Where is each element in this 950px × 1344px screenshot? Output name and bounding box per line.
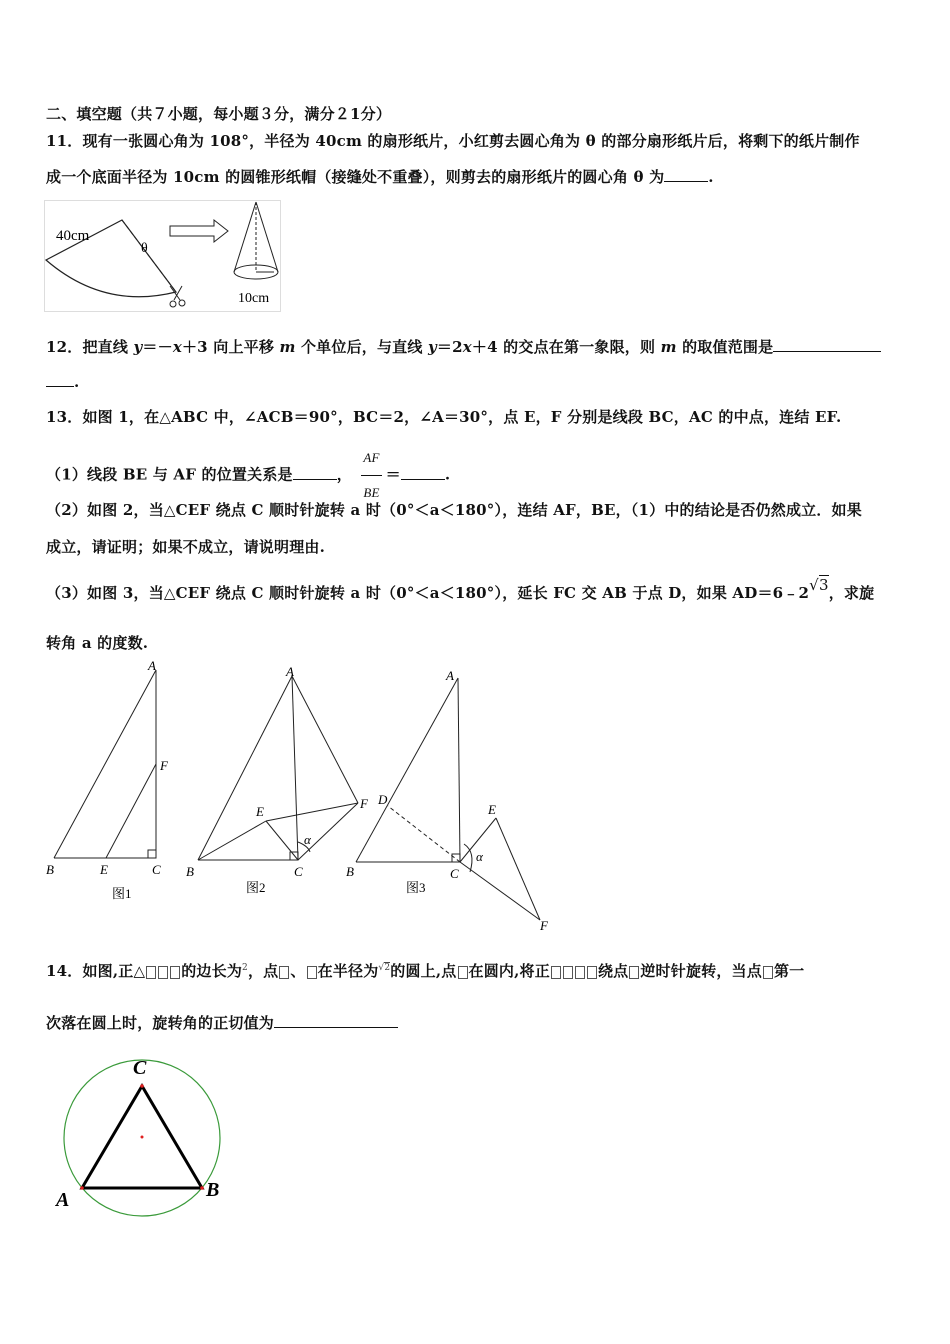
missing-glyph-icon — [307, 966, 317, 979]
q13-figure-1 — [40, 658, 180, 903]
q14-text-c: ，点 — [247, 962, 279, 980]
fig2-E: E — [256, 804, 264, 819]
q12-text-4: 个单位后，与直线 — [295, 338, 428, 356]
section-title: 二、填空题（共７小题，每小题３分，满分２1分） — [46, 105, 392, 123]
q11-answer-blank[interactable] — [664, 167, 708, 182]
q12-var-y2: y — [428, 338, 437, 356]
q14-text-i: 逆时针旋转，当点 — [640, 962, 762, 980]
q14-line2 — [46, 1012, 398, 1033]
fig1-C: C — [152, 862, 161, 877]
fig3-A: A — [446, 668, 454, 683]
q14-point-C — [140, 1084, 144, 1088]
q11-end: . — [708, 168, 714, 186]
missing-glyph-icon — [629, 966, 639, 979]
q11-line2-text: 成一个底面半径为 10cm 的圆锥形纸帽（接缝处不重叠），则剪去的扇形纸片的圆心角 θ 为 — [46, 168, 665, 186]
q14-label-B: B — [206, 1179, 220, 1201]
q11-cone — [234, 202, 278, 279]
q12-var-y1: y — [133, 338, 143, 356]
q14-figure — [50, 1050, 240, 1220]
q13-figure-3 — [340, 658, 570, 938]
fig1-B: B — [46, 862, 54, 877]
fig2-C: C — [294, 864, 303, 879]
fig2-F: F — [360, 796, 368, 811]
fig1-F: F — [160, 758, 168, 773]
q12-var-m2: m — [660, 338, 677, 356]
q12-text-1: 12．把直线 — [46, 338, 134, 356]
missing-glyph-icon — [563, 966, 573, 979]
q11-base-label: 10cm — [238, 291, 270, 306]
fraction-denominator: BE — [363, 485, 380, 500]
q12-end: . — [74, 373, 80, 391]
q13-part1-eq: ＝ — [385, 465, 401, 484]
fig3-B: B — [346, 864, 354, 879]
q14-radius-value: 2 — [384, 963, 391, 973]
fig2-caption: 图2 — [246, 880, 266, 895]
q13-part2-line1: （2）如图 2，当△CEF 绕点 C 顺时针旋转 a 时（0°＜a＜180°），连结 AF，BE，（1）中的结论是否仍然成立．如果 — [46, 501, 862, 519]
q12-answer-blank-cont[interactable] — [46, 372, 74, 387]
q12-var-x1: x — [172, 338, 182, 356]
q14-answer-blank[interactable] — [274, 1013, 398, 1028]
fig1-A: A — [148, 658, 156, 673]
q14-text-j: 第一 — [773, 962, 805, 980]
q14-radius-sqrt: √2 — [378, 963, 391, 973]
q14-label-A: A — [56, 1189, 70, 1211]
q14-side-value: 2 — [242, 963, 248, 973]
q12-text-3: ＋3 向上平移 — [181, 338, 280, 356]
q11-line2 — [46, 166, 714, 187]
q12-answer-blank[interactable] — [773, 337, 881, 352]
q13-part3-line2: 转角 a 的度数. — [46, 634, 149, 652]
q13-part1-sep: ， — [336, 465, 352, 484]
missing-glyph-icon — [587, 966, 597, 979]
q12-text-2: ＝－ — [142, 338, 173, 356]
q14-point-A — [80, 1186, 84, 1190]
q13-stem: 13．如图 1，在△ABC 中，∠ACB＝90°，BC＝2，∠A＝30°，点 E，F 分别是线段 BC，AC 的中点，连结 EF. — [46, 408, 842, 426]
q12-line2 — [46, 372, 79, 391]
fig2-alpha: α — [304, 832, 311, 847]
q14-line2-text: 次落在圆上时，旋转角的正切值为 — [46, 1014, 275, 1032]
q14-line1 — [46, 960, 804, 981]
fig1-caption: 图1 — [112, 886, 132, 901]
fig3-E: E — [488, 802, 496, 817]
q11-line1: 11．现有一张圆心角为 108°，半径为 40cm 的扇形纸片，小红剪去圆心角为 θ 的部分扇形纸片后，将剩下的纸片制作 — [46, 132, 860, 150]
q12-text-7: 的取值范围是 — [676, 338, 774, 356]
q14-point-B — [200, 1186, 204, 1190]
missing-glyph-icon — [158, 966, 168, 979]
missing-glyph-icon — [279, 966, 289, 979]
missing-glyph-icon — [146, 966, 156, 979]
q13-part1-end: . — [444, 465, 451, 484]
q12-var-x2: x — [462, 338, 472, 356]
arrow-right-icon — [170, 220, 228, 242]
missing-glyph-icon — [551, 966, 561, 979]
q14-text-h: 绕点 — [597, 962, 629, 980]
q14-center-point — [141, 1136, 144, 1139]
q14-text-g: 在圆内,将正 — [468, 962, 550, 980]
q13-part1-blank-1[interactable] — [293, 465, 337, 480]
q13-part3-line1 — [46, 576, 875, 603]
fig3-D: D — [378, 792, 388, 807]
fig1-E: E — [100, 862, 108, 877]
q11-figure — [44, 200, 284, 312]
q14-text-e: 在半径为 — [317, 962, 379, 980]
q13-part3-text-b: ，求旋 — [828, 584, 875, 602]
q14-label-C: C — [133, 1057, 147, 1079]
q14-text-b: 的边长为 — [181, 962, 243, 980]
missing-glyph-icon — [763, 966, 773, 979]
fig3-C: C — [450, 866, 459, 881]
q12-var-m1: m — [279, 338, 296, 356]
scissors-icon — [170, 286, 185, 307]
q13-part2-line2: 成立，请证明；如果不成立，请说明理由. — [46, 538, 326, 556]
q13-part3-sqrt-value: 3 — [818, 576, 829, 594]
missing-glyph-icon — [458, 966, 468, 979]
fig3-caption: 图3 — [406, 880, 426, 895]
q12-text-5: ＝2 — [436, 338, 463, 356]
q12-line1 — [46, 336, 881, 357]
fig3-alpha: α — [476, 849, 483, 864]
q14-text-f: 的圆上,点 — [390, 962, 457, 980]
fig2-B: B — [186, 864, 194, 879]
fig2-A: A — [286, 664, 294, 679]
q12-text-6: ＋4 的交点在第一象限，则 — [471, 338, 661, 356]
missing-glyph-icon — [170, 966, 180, 979]
q13-part1-blank-2[interactable] — [401, 465, 445, 480]
fraction-numerator: AF — [361, 441, 381, 476]
sqrt-symbol: √ — [809, 576, 819, 594]
q11-radius-label: 40cm — [56, 228, 90, 244]
q13-part1-text: （1）线段 BE 与 AF 的位置关系是 — [46, 465, 293, 484]
q14-text-d: 、 — [290, 962, 306, 980]
missing-glyph-icon — [575, 966, 585, 979]
fig3-F: F — [540, 918, 548, 933]
q13-part3-text-a: （3）如图 3，当△CEF 绕点 C 顺时针旋转 a 时（0°＜a＜180°），延长 FC 交 AB 于点 D，如果 AD＝6﹣2 — [46, 584, 810, 602]
q11-theta-label: θ — [141, 241, 148, 256]
q14-text-a: 14．如图,正△ — [46, 962, 146, 980]
